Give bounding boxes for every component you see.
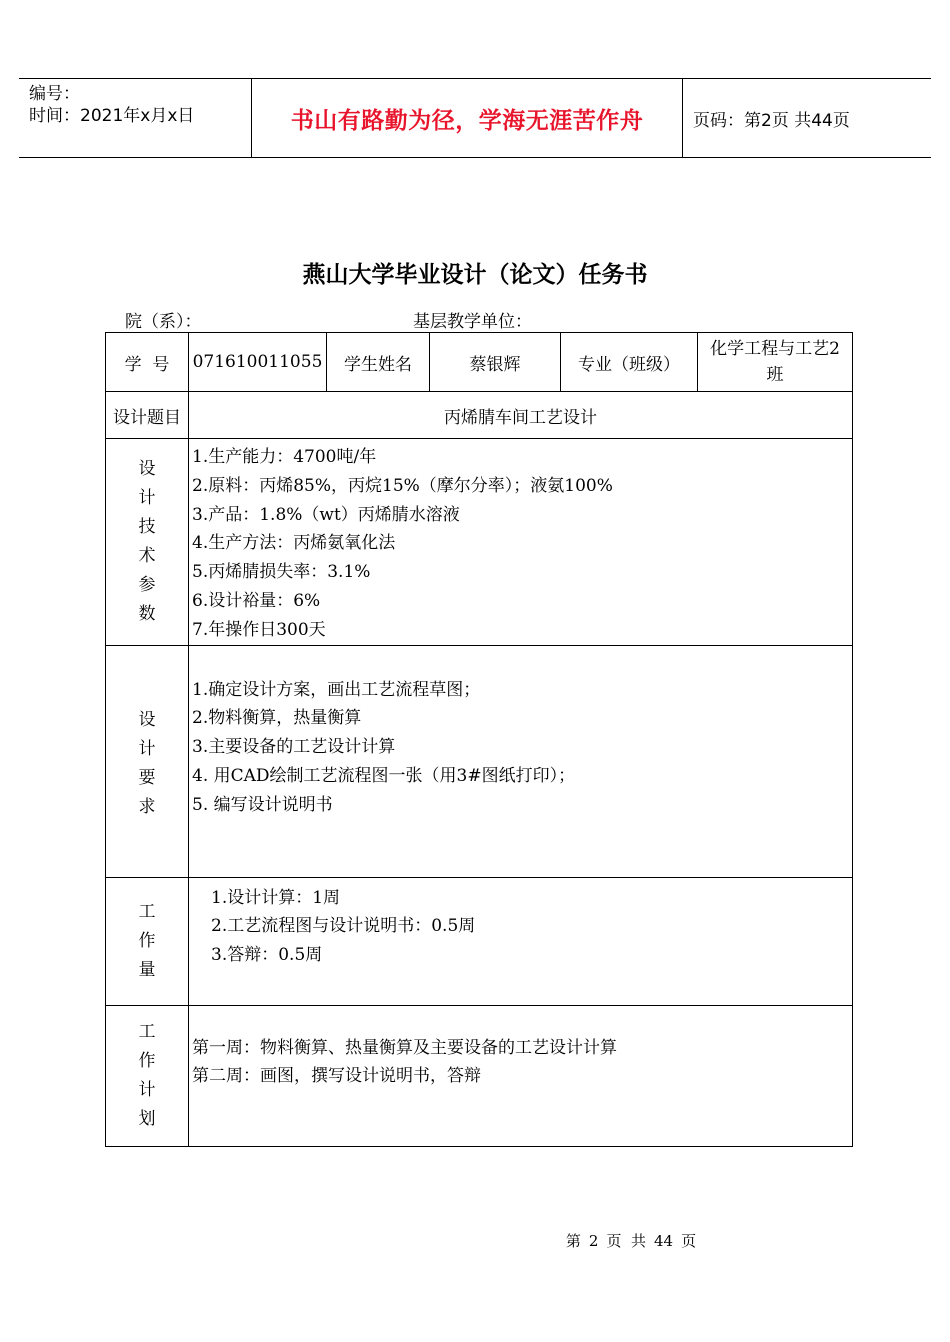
list-item: 2.原料：丙烯85%，丙烷15%（摩尔分率）；液氨100% <box>192 475 613 496</box>
label-char: 数 <box>138 603 156 624</box>
label-char: 工 <box>138 1021 156 1042</box>
params-row <box>106 439 853 646</box>
label-char: 要 <box>138 767 156 788</box>
number-label: 编号： <box>29 84 80 104</box>
task-form-table <box>105 332 853 1147</box>
requirements-list <box>189 645 853 877</box>
label-char: 计 <box>138 487 156 508</box>
list-item: 2.工艺流程图与设计说明书：0.5周 <box>211 916 476 937</box>
label-char: 技 <box>138 516 156 537</box>
workload-list <box>189 877 853 1005</box>
workload-label <box>106 877 189 1005</box>
list-item: 4.生产方法：丙烯氨氧化法 <box>192 533 396 554</box>
document-title: 燕山大学毕业设计（论文）任务书 <box>302 262 648 288</box>
label-char: 作 <box>138 930 156 951</box>
label-char: 划 <box>138 1108 156 1129</box>
plan-row <box>106 1005 853 1146</box>
header-divider <box>682 79 683 157</box>
list-item: 2.物料衡算，热量衡算 <box>192 708 362 729</box>
label-char: 设 <box>138 458 156 479</box>
list-item: 3.答辩：0.5周 <box>211 945 323 966</box>
list-item: 5. 编写设计说明书 <box>192 794 333 815</box>
params-list <box>189 439 853 646</box>
list-item: 6.设计裕量：6% <box>192 590 321 611</box>
header-meta <box>29 83 251 153</box>
params-label <box>106 439 189 646</box>
list-item: 7.年操作日300天 <box>192 619 326 640</box>
list-item: 3.产品：1.8%（wt）丙烯腈水溶液 <box>192 504 460 525</box>
list-item: 1.生产能力：4700吨/年 <box>192 447 377 467</box>
footer-total-pages: 44 <box>654 1232 674 1250</box>
list-item: 1.确定设计方案，画出工艺流程草图； <box>192 679 481 700</box>
list-item: 5.丙烯腈损失率：3.1% <box>192 562 371 583</box>
student-info-row <box>106 333 853 392</box>
major-label: 专业（班级） <box>561 333 698 392</box>
unit-label: 基层教学单位： <box>413 312 532 332</box>
label-char: 计 <box>138 1079 156 1100</box>
student-name-label: 学生姓名 <box>327 333 430 392</box>
label-char: 参 <box>138 574 156 595</box>
list-item: 第二周：画图，撰写设计说明书，答辩 <box>192 1066 481 1087</box>
label-char: 作 <box>138 1050 156 1071</box>
footer-suffix: 页 <box>681 1232 697 1250</box>
page-header <box>19 78 931 158</box>
label-char: 工 <box>138 901 156 922</box>
list-item: 第一周：物料衡算、热量衡算及主要设备的工艺设计计算 <box>192 1037 617 1058</box>
label-char: 量 <box>138 959 156 980</box>
workload-row <box>106 877 853 1005</box>
topic-row <box>106 392 853 439</box>
plan-label <box>106 1005 189 1146</box>
list-item: 4. 用CAD绘制工艺流程图一张（用3#图纸打印）； <box>192 765 576 786</box>
topic-value: 丙烯腈车间工艺设计 <box>189 392 853 439</box>
page-footer <box>0 1230 950 1251</box>
requirements-row <box>106 645 853 877</box>
label-char: 求 <box>138 796 156 817</box>
header-motto: 书山有路勤为径，学海无涯苦作舟 <box>290 107 644 134</box>
label-char: 术 <box>138 545 156 566</box>
footer-page-number: 2 <box>588 1232 599 1250</box>
list-item: 3.主要设备的工艺设计计算 <box>192 737 396 758</box>
student-name-value: 蔡银辉 <box>430 333 561 392</box>
header-page-label: 页码：第2页 共44页 <box>693 110 850 131</box>
major-value: 化学工程与工艺2班 <box>698 333 853 392</box>
department-label: 院（系）： <box>125 312 202 332</box>
plan-list <box>189 1005 853 1146</box>
student-id-label: 学 号 <box>106 333 189 392</box>
label-char: 计 <box>138 738 156 759</box>
requirements-label <box>106 645 189 877</box>
student-id-value: 071610011055 <box>189 333 327 392</box>
footer-prefix: 第 <box>565 1232 581 1250</box>
topic-label: 设计题目 <box>106 392 189 439</box>
list-item: 1.设计计算：1周 <box>211 887 341 908</box>
footer-mid: 页 共 <box>606 1232 646 1250</box>
label-char: 设 <box>138 709 156 730</box>
time-label: 时间：2021年x月x日 <box>29 106 195 126</box>
